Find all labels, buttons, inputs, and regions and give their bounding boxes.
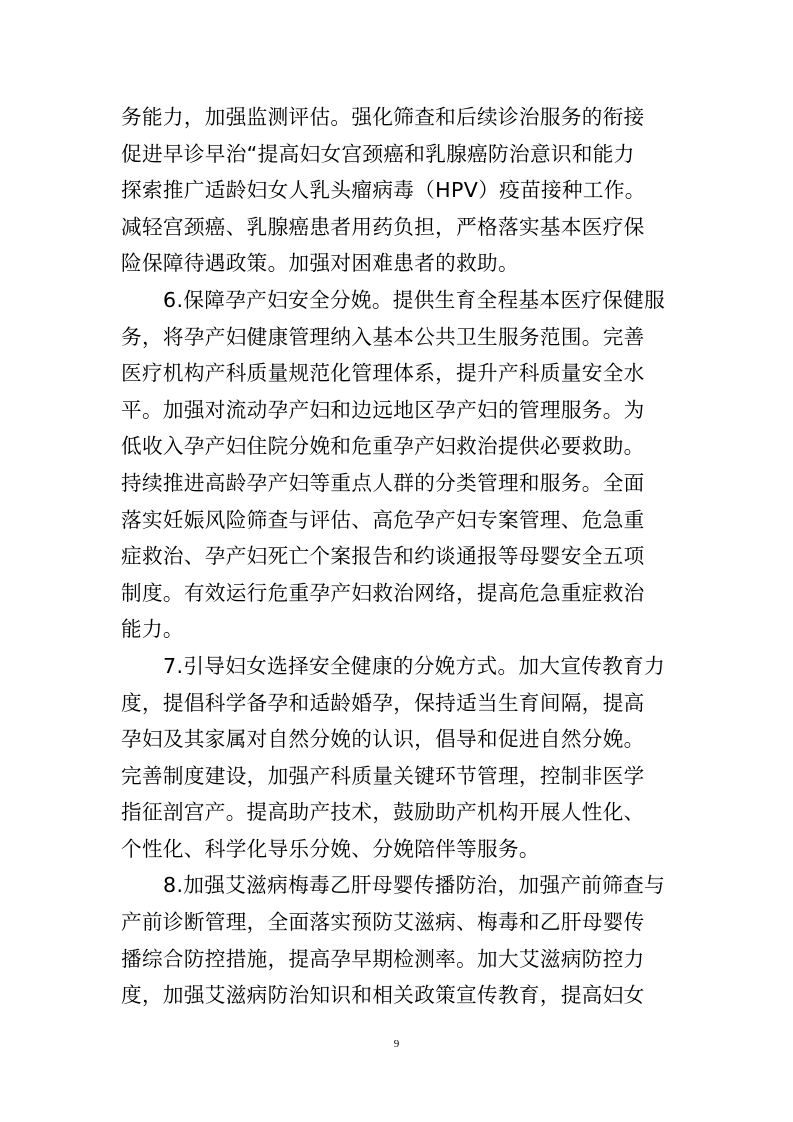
text-line: 减轻宫颈癌、乳腺癌患者用药负担，严格落实基本医疗保 xyxy=(121,214,645,239)
text-line: 症救治、孕产妇死亡个案报告和约谈通报等母婴安全五项 xyxy=(121,544,645,569)
page-number: 9 xyxy=(393,1038,400,1050)
paragraph-start-line: 7.引导妇女选择安全健康的分娩方式。加大宣传教育力 xyxy=(163,653,666,678)
text-line: 促进早诊早治“提高妇女宫颈癌和乳腺癌防治意识和能力 xyxy=(121,141,635,166)
paragraph-start-line: 8.加强艾滋病梅毒乙肝母婴传播防治，加强产前筛查与 xyxy=(163,873,666,898)
text-line: 度，提倡科学备孕和适龄婚孕，保持适当生育间隔，提高 xyxy=(121,690,645,715)
text-line: 完善制度建设，加强产科质量关键环节管理，控制非医学 xyxy=(121,763,645,788)
text-line: 能力。 xyxy=(121,617,184,642)
text-line: 探索推广适龄妇女人乳头瘤病毒（HPV）疫苗接种工作。 xyxy=(121,178,646,203)
body-text xyxy=(121,99,676,1014)
text-line: 度，加强艾滋病防治知识和相关政策宣传教育，提高妇女 xyxy=(121,983,645,1008)
text-line: 险保障待遇政策。加强对困难患者的救助。 xyxy=(121,251,519,276)
text-line: 制度。有效运行危重孕产妇救治网络，提高危急重症救治 xyxy=(121,580,645,605)
paragraph-start-line: 6.保障孕产妇安全分娩。提供生育全程基本医疗保健服 xyxy=(163,287,666,312)
text-line: 指征剖宫产。提高助产技术，鼓励助产机构开展人性化、 xyxy=(121,800,645,825)
text-line: 平。加强对流动孕产妇和边远地区孕产妇的管理服务。为 xyxy=(121,397,645,422)
text-line: 务能力，加强监测评估。强化筛查和后续诊治服务的衔接 xyxy=(121,105,645,129)
text-line: 落实妊娠风险筛查与评估、高危孕产妇专案管理、危急重 xyxy=(121,507,645,532)
text-line: 播综合防控措施，提高孕早期检测率。加大艾滋病防控力 xyxy=(121,946,645,971)
text-line: 孕妇及其家属对自然分娩的认识，倡导和促进自然分娩。 xyxy=(121,727,645,752)
text-line: 医疗机构产科质量规范化管理体系，提升产科质量安全水 xyxy=(121,361,645,386)
text-line: 持续推进高龄孕产妇等重点人群的分类管理和服务。全面 xyxy=(121,470,645,495)
text-line: 产前诊断管理，全面落实预防艾滋病、梅毒和乙肝母婴传 xyxy=(121,910,645,935)
text-line: 务，将孕产妇健康管理纳入基本公共卫生服务范围。完善 xyxy=(121,324,645,349)
text-line: 低收入孕产妇住院分娩和危重孕产妇救治提供必要救助。 xyxy=(121,434,645,459)
text-line: 个性化、科学化导乐分娩、分娩陪伴等服务。 xyxy=(121,836,540,861)
